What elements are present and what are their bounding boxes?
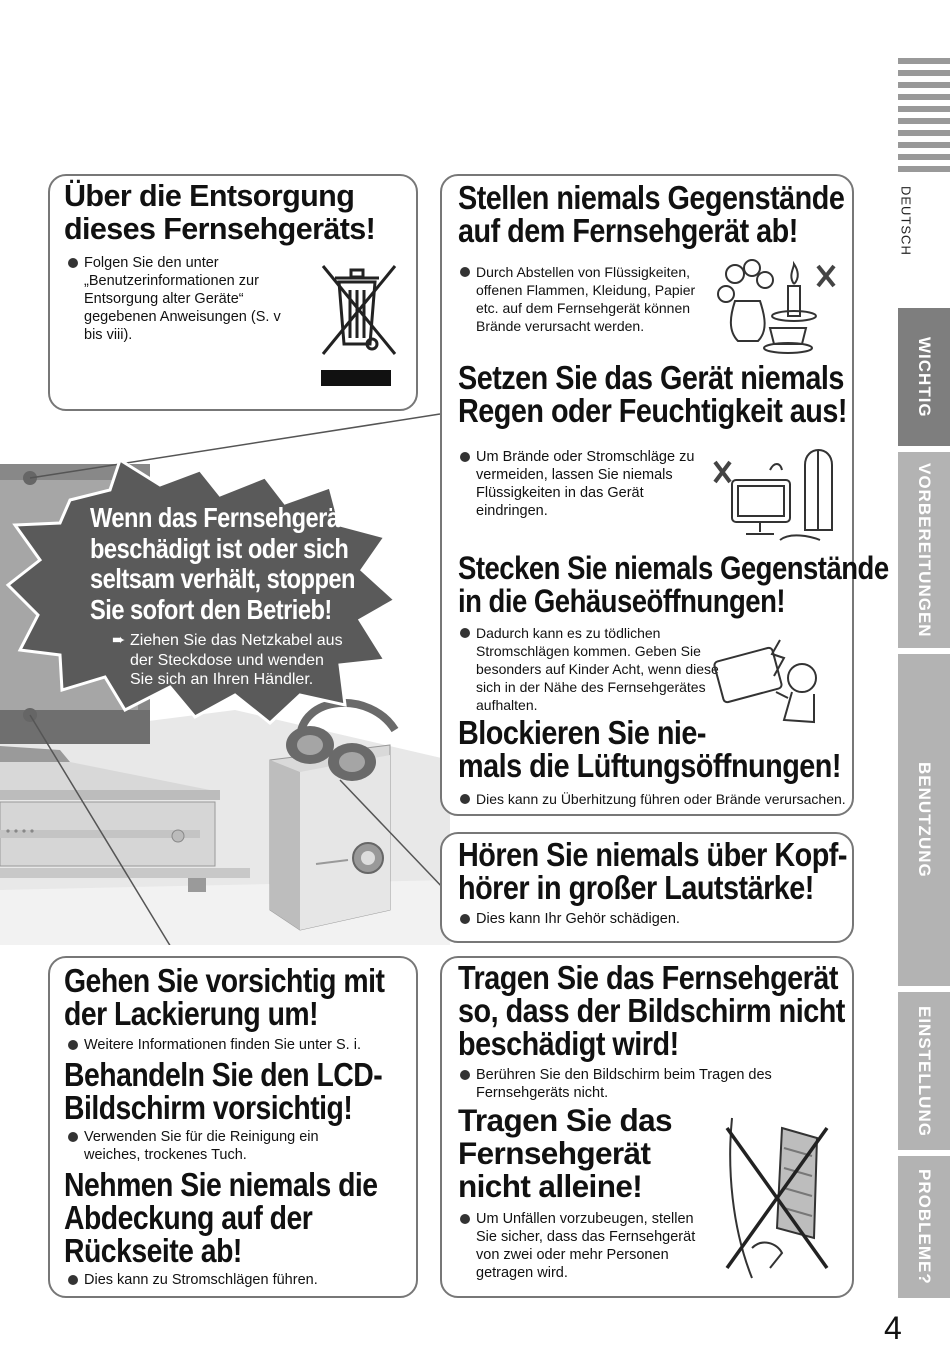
disposal-bullet: Folgen Sie den unter „Benutzerinformationen zur Entsorgung alter Geräte“ gegebenen Anweisungen (S. v bis viii). [66, 254, 294, 344]
vents-bullet: Dies kann zu Überhitzung führen oder Brände verursachen. [458, 790, 866, 808]
rain-title-line: Regen oder Feuchtigkeit aus! [458, 393, 847, 430]
tab-vorbereitungen[interactable] [898, 452, 950, 648]
tab-wichtig[interactable] [898, 308, 950, 446]
cover-title-line: Abdeckung auf der [64, 1199, 313, 1236]
damaged-sub-line: Sie sich an Ihren Händler. [130, 671, 314, 688]
lcd-bullet: Verwenden Sie für die Reinigung ein weiches, trockenes Tuch. [66, 1128, 369, 1164]
page-number: 4 [884, 1310, 902, 1346]
damaged-title-line: seltsam verhält, stoppen [90, 563, 355, 594]
tab-label: BENUTZUNG [915, 762, 934, 878]
lacquer-title-line: der Lackierung um! [64, 995, 319, 1032]
objects-title-line: auf dem Fernsehgerät ab! [458, 213, 798, 250]
cover-title [64, 1168, 378, 1267]
damaged-sub [112, 631, 390, 690]
objects-bullet: Durch Abstellen von Flüssigkeiten, offenen Flammen, Kleidung, Papier etc. auf dem Fernsehgerät können Brände verursacht werden. [458, 263, 721, 335]
sidebar-stripe [898, 58, 950, 64]
sidebar-stripe [898, 106, 950, 112]
objects-title-line: Stellen niemals Gegenstände [458, 180, 845, 217]
openings-title-line: Stecken Sie niemals Gegenstände [458, 550, 889, 586]
disposal-title [64, 180, 375, 246]
headphones-title [458, 839, 847, 905]
lcd-title-line: Bildschirm vorsichtig! [64, 1089, 353, 1126]
damaged-title-line: Sie sofort den Betrieb! [90, 593, 332, 625]
lower-left-box [48, 956, 418, 1298]
lcd-title-line: Behandeln Sie den LCD- [64, 1056, 383, 1093]
damaged-warning [90, 503, 390, 690]
carry-bullet: Berühren Sie den Bildschirm beim Tragen des Fernsehgeräts nicht. [458, 1066, 856, 1102]
right-warnings-box [440, 174, 889, 816]
cover-bullet: Dies kann zu Stromschlägen führen. [66, 1271, 424, 1289]
vents-title-line: Blockieren Sie nie- [458, 715, 706, 752]
carry-title-line: so, dass der Bildschirm nicht [458, 993, 845, 1030]
tab-label: EINSTELLUNG [915, 1005, 934, 1137]
alone-title [458, 1104, 672, 1203]
lower-right-box [440, 956, 854, 1298]
cover-title-line: Rückseite ab! [64, 1232, 242, 1269]
alone-title-line: Tragen Sie das [458, 1102, 672, 1138]
objects-title [458, 182, 844, 248]
damaged-title [90, 502, 355, 625]
tab-probleme[interactable] [898, 1156, 950, 1298]
tab-benutzung[interactable] [898, 654, 950, 986]
carry-title-line: Tragen Sie das Fernsehgerät [458, 960, 838, 997]
carry-title-line: beschädigt wird! [458, 1026, 679, 1063]
sidebar-stripe [898, 94, 950, 100]
lacquer-title-line: Gehen Sie vorsichtig mit [64, 962, 385, 999]
carry-title [458, 962, 845, 1061]
damaged-title-line: beschädigt ist oder sich [90, 532, 349, 564]
lacquer-title [64, 964, 384, 1030]
sidebar-stripe [898, 70, 950, 76]
tab-label: PROBLEME? [915, 1169, 934, 1285]
damaged-title-line: Wenn das Fernsehgerät [90, 502, 347, 533]
arrow-icon: ➨ [112, 632, 126, 649]
damaged-sub-line: der Steckdose und wenden [130, 651, 324, 669]
tab-einstellung[interactable] [898, 992, 950, 1150]
language-label-wrap [894, 186, 918, 276]
rain-title-line: Setzen Sie das Gerät niemals [458, 360, 844, 397]
language-label: DEUTSCH [898, 186, 914, 256]
vents-title [458, 717, 841, 783]
disposal-title-line: Über die Entsorgung [64, 179, 355, 213]
alone-title-line: Fernsehgerät [458, 1135, 651, 1171]
sidebar-stripe [898, 166, 950, 172]
openings-title-line: in die Gehäuseöffnungen! [458, 583, 786, 619]
tab-label: WICHTIG [915, 336, 934, 418]
tab-label: VORBEREITUNGEN [915, 462, 934, 638]
damaged-sub-line: Ziehen Sie das Netzkabel aus [130, 632, 343, 649]
cover-title-line: Nehmen Sie niemals die [64, 1166, 378, 1203]
vents-title-line: mals die Lüftungsöffnungen! [458, 748, 841, 785]
weee-bin-icon [315, 260, 405, 390]
headphones-title-line: hörer in großer Lautstärke! [458, 870, 814, 907]
openings-bullet: Dadurch kann es zu tödlichen Stromschlägen kommen. Geben Sie besonders auf Kinder Acht, wenn diese sich in der Nähe des Fernsehgerätes aufhalten. [458, 624, 721, 714]
lcd-title [64, 1058, 382, 1124]
headphones-box [440, 832, 854, 943]
alone-title-line: nicht alleine! [458, 1168, 643, 1204]
headphones-title-line: Hören Sie niemals über Kopf- [458, 837, 847, 874]
sidebar-stripe [898, 118, 950, 124]
alone-bullet: Um Unfällen vorzubeugen, stellen Sie sicher, dass das Fernsehgerät von zwei oder mehr Personen getragen wird. [458, 1210, 716, 1282]
sidebar-stripe [898, 82, 950, 88]
headphones-bullet: Dies kann Ihr Gehör schädigen. [458, 910, 856, 928]
rain-bullet: Um Brände oder Stromschläge zu vermeiden, lassen Sie niemals Flüssigkeiten in das Gerät eindringen. [458, 448, 701, 520]
carry-alone-crossed-icon [722, 1108, 837, 1288]
openings-title [458, 552, 889, 618]
sidebar-stripe [898, 130, 950, 136]
disposal-box [48, 174, 418, 411]
disposal-title-line: dieses Fernsehgeräts! [64, 212, 376, 246]
vase-candle-icon [710, 256, 840, 356]
sidebar-stripe [898, 154, 950, 160]
sidebar-stripe [898, 142, 950, 148]
lacquer-bullet: Weitere Informationen finden Sie unter S. i. [66, 1036, 424, 1054]
rain-title [458, 362, 847, 428]
tv-water-icon [710, 440, 840, 550]
